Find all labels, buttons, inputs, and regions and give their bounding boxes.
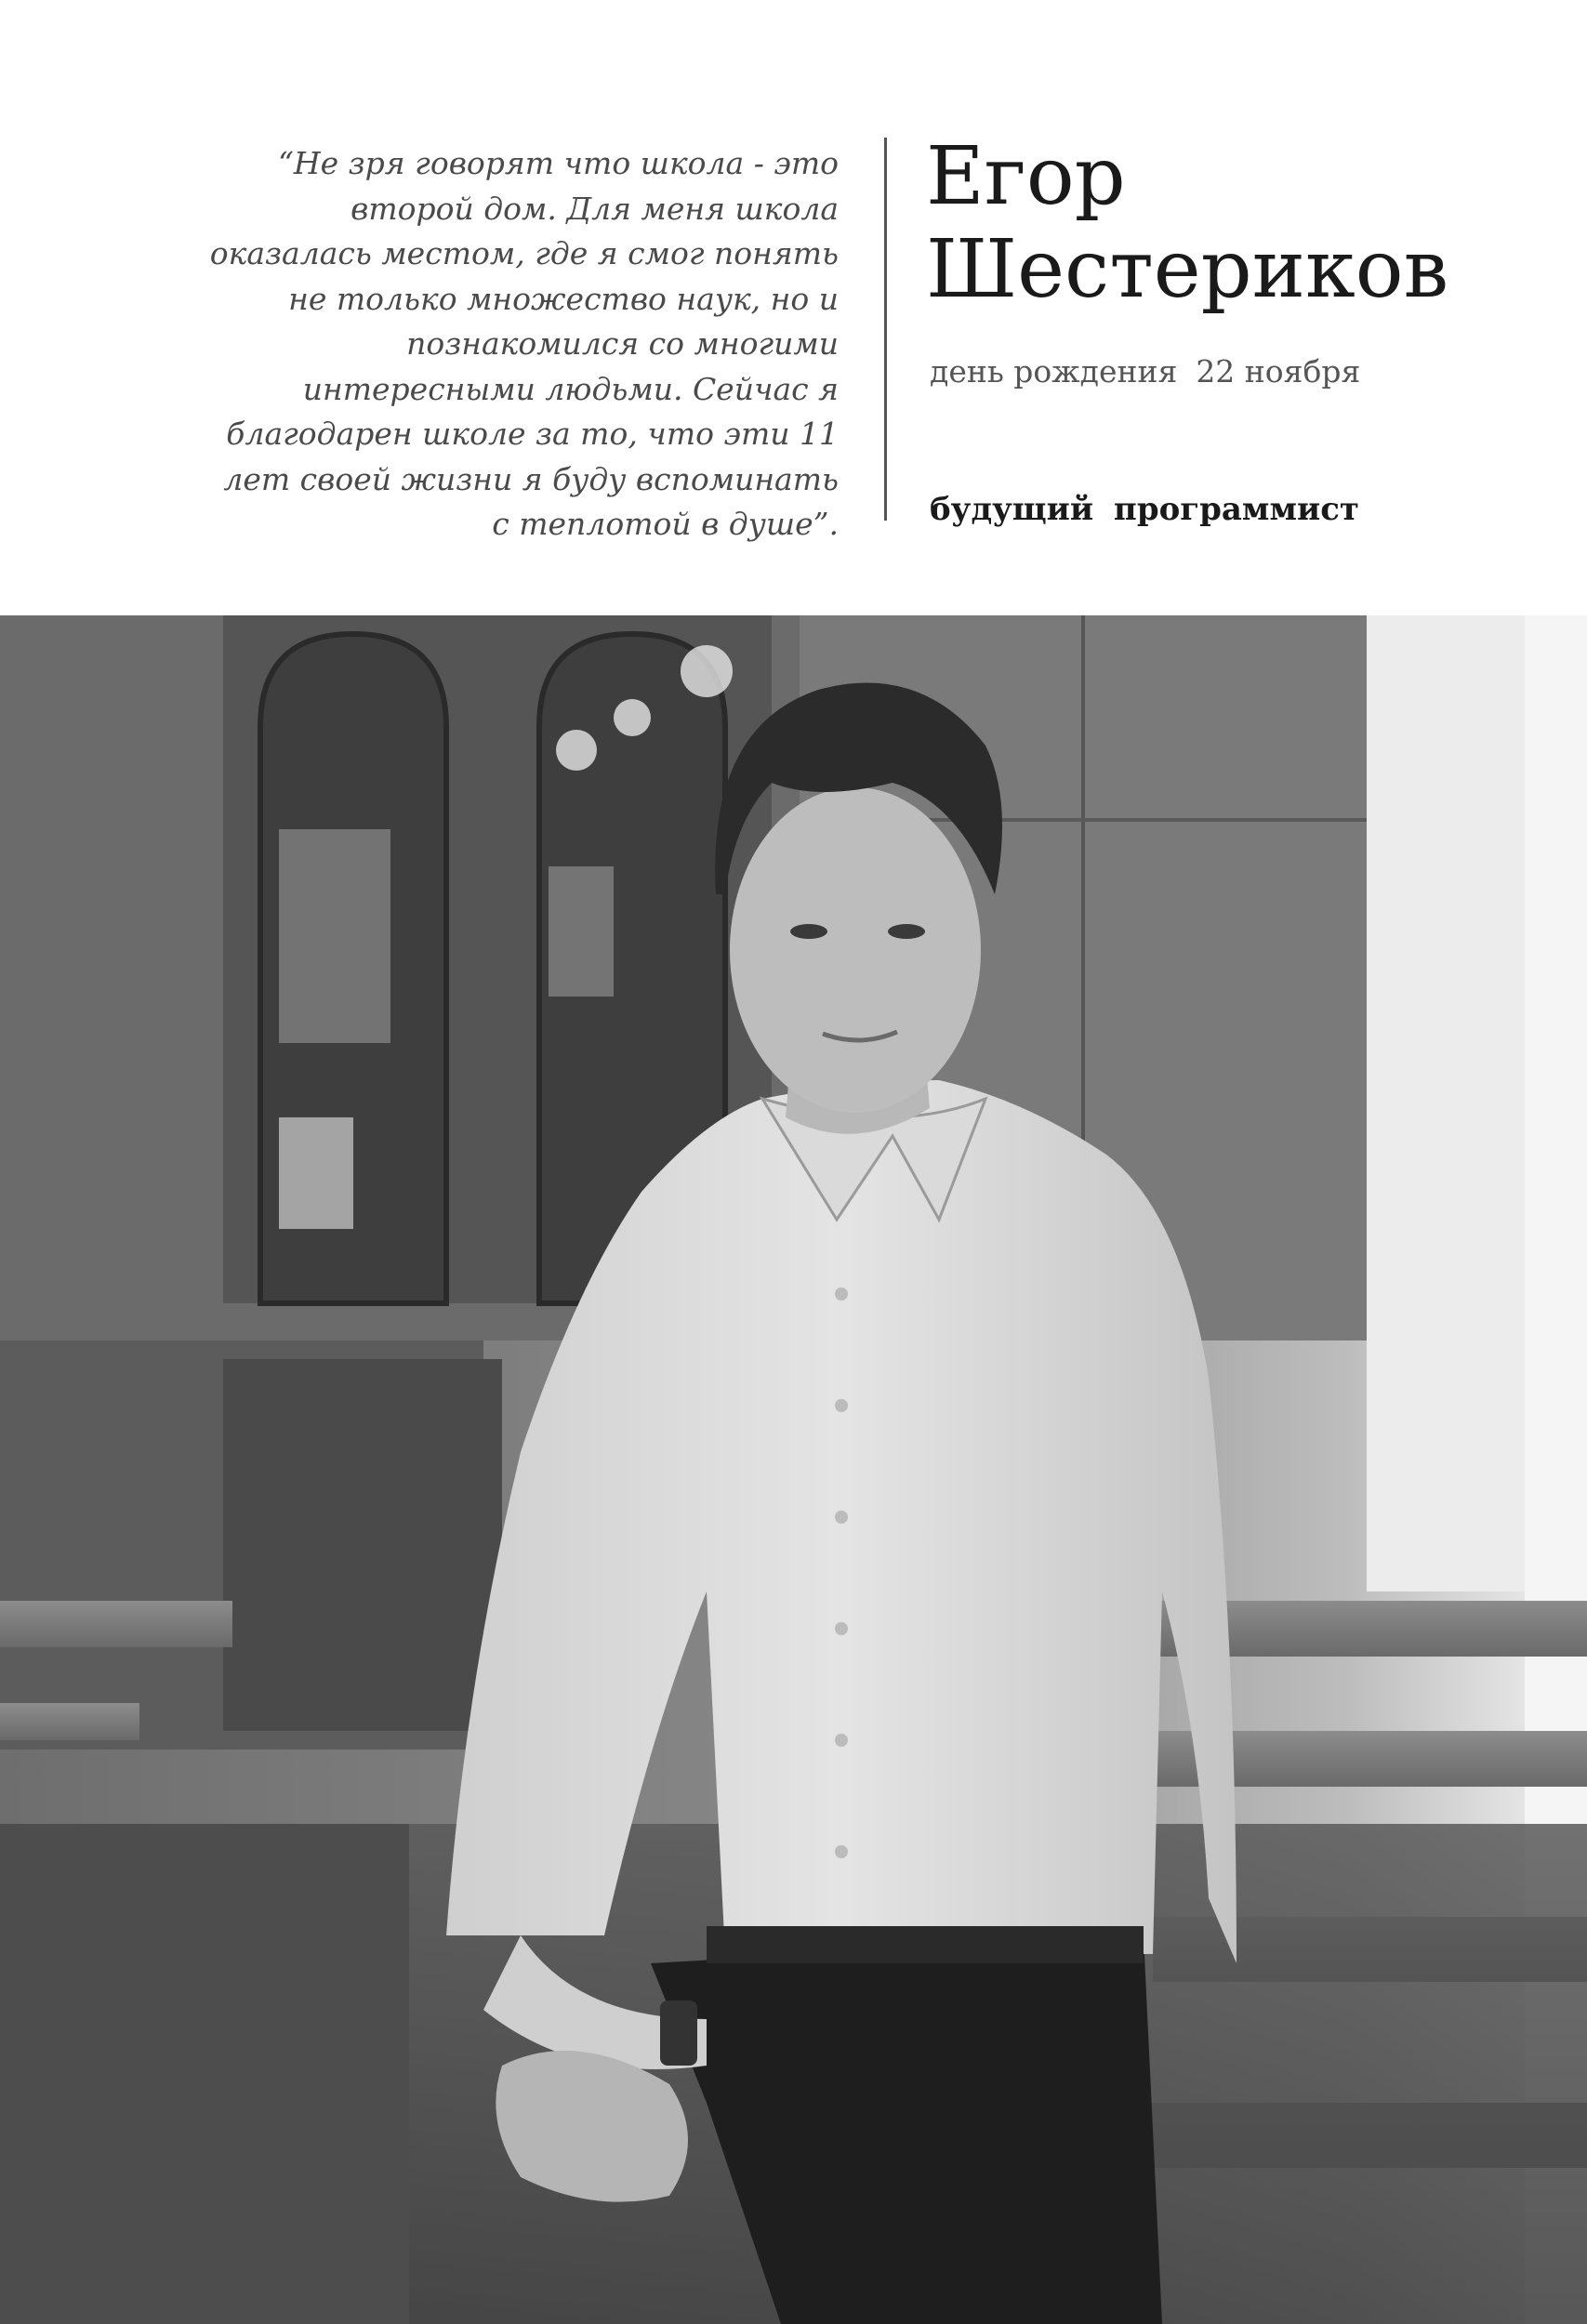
portrait-photo-icon: [0, 615, 1587, 2324]
quote-line: “Не зря говорят что школа - это: [278, 145, 839, 181]
header-section: [0, 0, 1587, 615]
profession: будущий программист: [930, 491, 1359, 528]
first-name: Егор: [926, 130, 1126, 223]
quote-line: второй дом. Для меня школа: [350, 190, 839, 227]
quote-line: благодарен школе за то, что эти 11: [226, 416, 839, 452]
birthday-label: день рождения: [930, 353, 1178, 390]
quote-text: [167, 141, 839, 548]
birthday: [930, 353, 1360, 390]
last-name: Шестериков: [926, 223, 1448, 316]
vertical-divider: [884, 138, 887, 521]
quote-line: интересными людьми. Сейчас я: [302, 370, 839, 407]
quote-line: не только множество наук, но и: [288, 280, 839, 317]
quote-line: познакомился со многими: [406, 325, 839, 362]
quote-line: лет своей жизни я буду вспоминать: [223, 460, 839, 497]
birthday-date: 22 ноября: [1196, 353, 1361, 390]
portrait-photo: [0, 615, 1587, 2324]
person-name: [926, 130, 1448, 316]
quote-line: оказалась местом, где я смог понять: [209, 235, 839, 271]
quote-line: с теплотой в душе”.: [492, 506, 839, 542]
